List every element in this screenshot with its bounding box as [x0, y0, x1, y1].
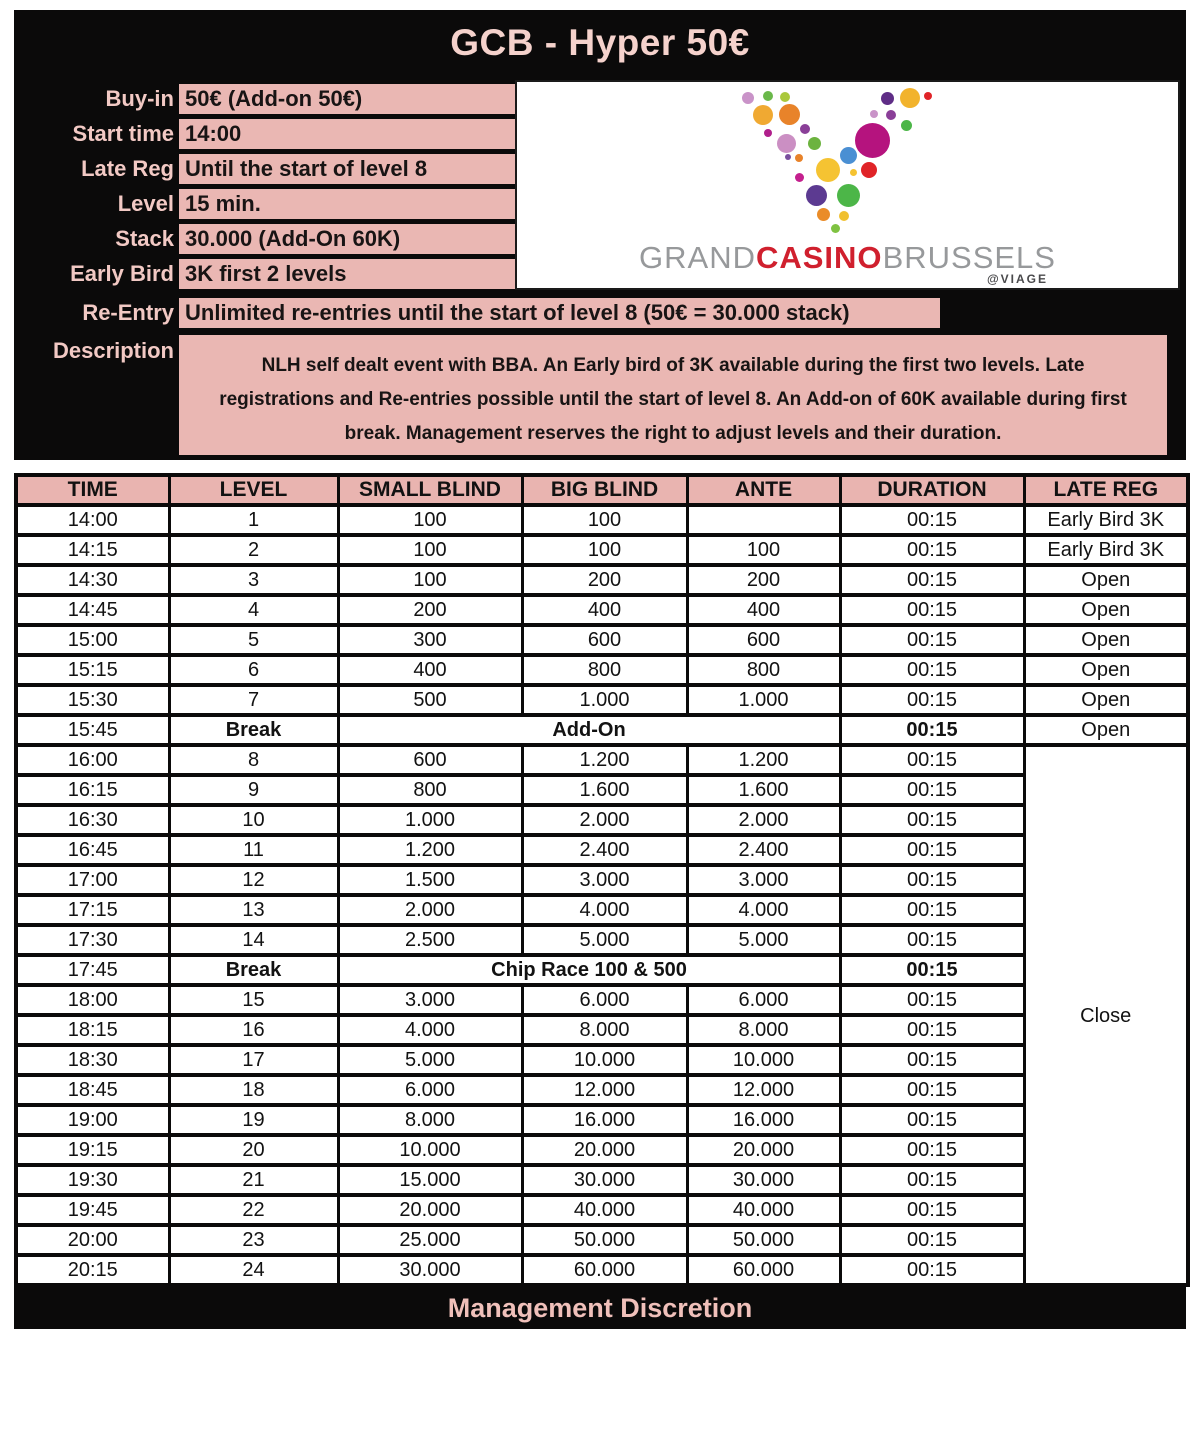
- level-value: 15 min.: [177, 187, 517, 221]
- logo-dot: [742, 92, 754, 104]
- level-row: [16, 1045, 1188, 1075]
- level-cell: 11: [169, 835, 338, 865]
- time-cell: 18:15: [16, 1015, 169, 1045]
- column-header-level: LEVEL: [169, 475, 338, 505]
- big-blind-cell: 100: [522, 505, 687, 535]
- big-blind-cell: 2.400: [522, 835, 687, 865]
- big-blind-cell: 600: [522, 625, 687, 655]
- latereg-value: Until the start of level 8: [177, 152, 517, 186]
- time-cell: 14:15: [16, 535, 169, 565]
- logo-dot: [886, 110, 896, 120]
- ante-cell: 8.000: [687, 1015, 840, 1045]
- level-row: [16, 1165, 1188, 1195]
- column-header-time: TIME: [16, 475, 169, 505]
- ante-cell: 30.000: [687, 1165, 840, 1195]
- page-title: GCB - Hyper 50€: [450, 22, 750, 63]
- time-cell: 18:30: [16, 1045, 169, 1075]
- level-row: [16, 1255, 1188, 1285]
- time-cell: 16:45: [16, 835, 169, 865]
- level-row: [16, 505, 1188, 535]
- level-row: [16, 1015, 1188, 1045]
- big-blind-cell: 1.200: [522, 745, 687, 775]
- level-cell: 12: [169, 865, 338, 895]
- time-cell: 19:45: [16, 1195, 169, 1225]
- level-cell: 2: [169, 535, 338, 565]
- level-cell: 17: [169, 1045, 338, 1075]
- buyin-value: 50€ (Add-on 50€): [177, 82, 517, 116]
- level-cell: 7: [169, 685, 338, 715]
- break-label-cell: Break: [169, 955, 338, 985]
- earlybird-label: Early Bird: [70, 261, 174, 286]
- small-blind-cell: 25.000: [338, 1225, 522, 1255]
- ante-cell: 12.000: [687, 1075, 840, 1105]
- level-row: [16, 1195, 1188, 1225]
- break-row: [16, 955, 1188, 985]
- logo-word-brussels: BRUSSELS: [882, 240, 1056, 275]
- time-cell: 15:30: [16, 685, 169, 715]
- ante-cell: 2.400: [687, 835, 840, 865]
- logo-dot: [839, 211, 849, 221]
- ante-cell: 400: [687, 595, 840, 625]
- level-cell: 10: [169, 805, 338, 835]
- duration-cell: 00:15: [840, 565, 1024, 595]
- small-blind-cell: 15.000: [338, 1165, 522, 1195]
- level-cell: 24: [169, 1255, 338, 1285]
- late-reg-cell: Open: [1024, 595, 1188, 625]
- logo-dot: [817, 208, 830, 221]
- ante-cell: 1.600: [687, 775, 840, 805]
- ante-cell: 4.000: [687, 895, 840, 925]
- logo-dot: [924, 92, 932, 100]
- late-reg-cell: Close: [1024, 745, 1188, 1285]
- duration-cell: 00:15: [840, 685, 1024, 715]
- starttime-value: 14:00: [177, 117, 517, 151]
- time-cell: 16:30: [16, 805, 169, 835]
- logo-word-casino: CASINO: [755, 240, 883, 275]
- time-cell: 15:45: [16, 715, 169, 745]
- logo-word-grand: GRAND: [639, 240, 756, 275]
- ante-cell: 5.000: [687, 925, 840, 955]
- small-blind-cell: 5.000: [338, 1045, 522, 1075]
- level-row: [16, 775, 1188, 805]
- time-cell: 15:15: [16, 655, 169, 685]
- logo-dot: [840, 147, 857, 164]
- logo-dot: [855, 123, 890, 158]
- small-blind-cell: 100: [338, 505, 522, 535]
- small-blind-cell: 8.000: [338, 1105, 522, 1135]
- column-header-small-blind: SMALL BLIND: [338, 475, 522, 505]
- logo-dot: [870, 110, 878, 118]
- ante-cell: 100: [687, 535, 840, 565]
- break-activity-cell: Chip Race 100 & 500: [338, 955, 840, 985]
- break-label-cell: Break: [169, 715, 338, 745]
- big-blind-cell: 100: [522, 535, 687, 565]
- ante-cell: 20.000: [687, 1135, 840, 1165]
- big-blind-cell: 400: [522, 595, 687, 625]
- big-blind-cell: 16.000: [522, 1105, 687, 1135]
- big-blind-cell: 30.000: [522, 1165, 687, 1195]
- time-cell: 17:45: [16, 955, 169, 985]
- starttime-label: Start time: [72, 121, 174, 146]
- big-blind-cell: 1.000: [522, 685, 687, 715]
- level-cell: 3: [169, 565, 338, 595]
- level-row: [16, 685, 1188, 715]
- level-cell: 9: [169, 775, 338, 805]
- column-header-ante: ANTE: [687, 475, 840, 505]
- logo-dot: [831, 224, 840, 233]
- duration-cell: 00:15: [840, 805, 1024, 835]
- small-blind-cell: 500: [338, 685, 522, 715]
- late-reg-cell: Open: [1024, 715, 1188, 745]
- logo-dot: [837, 184, 860, 207]
- big-blind-cell: 1.600: [522, 775, 687, 805]
- ante-cell: 200: [687, 565, 840, 595]
- big-blind-cell: 200: [522, 565, 687, 595]
- duration-cell: 00:15: [840, 715, 1024, 745]
- time-cell: 14:00: [16, 505, 169, 535]
- logo-dot: [795, 173, 804, 182]
- break-row: [16, 715, 1188, 745]
- earlybird-value: 3K first 2 levels: [177, 257, 517, 291]
- level-row: [16, 655, 1188, 685]
- logo-dot: [808, 137, 821, 150]
- ante-cell: [687, 505, 840, 535]
- time-cell: 18:00: [16, 985, 169, 1015]
- big-blind-cell: 3.000: [522, 865, 687, 895]
- time-cell: 19:00: [16, 1105, 169, 1135]
- big-blind-cell: 5.000: [522, 925, 687, 955]
- logo-dot: [901, 120, 912, 131]
- level-label: Level: [117, 191, 174, 216]
- buyin-label: Buy-in: [105, 86, 174, 111]
- big-blind-cell: 2.000: [522, 805, 687, 835]
- time-cell: 14:30: [16, 565, 169, 595]
- level-row: [16, 1105, 1188, 1135]
- level-cell: 6: [169, 655, 338, 685]
- small-blind-cell: 3.000: [338, 985, 522, 1015]
- logo-dot: [806, 185, 827, 206]
- column-header-duration: DURATION: [840, 475, 1024, 505]
- duration-cell: 00:15: [840, 1255, 1024, 1285]
- big-blind-cell: 12.000: [522, 1075, 687, 1105]
- duration-cell: 00:15: [840, 1135, 1024, 1165]
- time-cell: 18:45: [16, 1075, 169, 1105]
- duration-cell: 00:15: [840, 1015, 1024, 1045]
- time-cell: 19:15: [16, 1135, 169, 1165]
- ante-cell: 16.000: [687, 1105, 840, 1135]
- ante-cell: 10.000: [687, 1045, 840, 1075]
- level-cell: 4: [169, 595, 338, 625]
- big-blind-cell: 10.000: [522, 1045, 687, 1075]
- duration-cell: 00:15: [840, 535, 1024, 565]
- level-cell: 13: [169, 895, 338, 925]
- stack-value: 30.000 (Add-On 60K): [177, 222, 517, 256]
- big-blind-cell: 60.000: [522, 1255, 687, 1285]
- level-row: [16, 865, 1188, 895]
- small-blind-cell: 2.500: [338, 925, 522, 955]
- logo-dot: [780, 92, 790, 102]
- small-blind-cell: 20.000: [338, 1195, 522, 1225]
- casino-logo: [515, 80, 1180, 290]
- duration-cell: 00:15: [840, 505, 1024, 535]
- ante-cell: 50.000: [687, 1225, 840, 1255]
- small-blind-cell: 1.000: [338, 805, 522, 835]
- big-blind-cell: 20.000: [522, 1135, 687, 1165]
- blind-structure-table: [14, 473, 1190, 1287]
- level-row: [16, 565, 1188, 595]
- column-header-big-blind: BIG BLIND: [522, 475, 687, 505]
- logo-dot: [881, 92, 894, 105]
- big-blind-cell: 50.000: [522, 1225, 687, 1255]
- late-reg-cell: Open: [1024, 565, 1188, 595]
- level-cell: 18: [169, 1075, 338, 1105]
- description-text: NLH self dealt event with BBA. An Early bird of 3K available during the first two levels. Late registrations and Re-entries possible until the start of level 8. An Add-on of 60K available during first break. Management reserves the right to adjust levels and their duration.: [177, 333, 1169, 457]
- header-panel: [14, 10, 1186, 460]
- duration-cell: 00:15: [840, 1225, 1024, 1255]
- logo-dot: [816, 158, 840, 182]
- time-cell: 20:15: [16, 1255, 169, 1285]
- ante-cell: 6.000: [687, 985, 840, 1015]
- logo-brand-text: [517, 240, 1178, 276]
- duration-cell: 00:15: [840, 955, 1024, 985]
- duration-cell: 00:15: [840, 1045, 1024, 1075]
- duration-cell: 00:15: [840, 925, 1024, 955]
- level-cell: 20: [169, 1135, 338, 1165]
- level-row: [16, 745, 1188, 775]
- small-blind-cell: 400: [338, 655, 522, 685]
- ante-cell: 1.000: [687, 685, 840, 715]
- ante-cell: 1.200: [687, 745, 840, 775]
- big-blind-cell: 4.000: [522, 895, 687, 925]
- logo-dot: [800, 124, 810, 134]
- ante-cell: 600: [687, 625, 840, 655]
- big-blind-cell: 40.000: [522, 1195, 687, 1225]
- small-blind-cell: 2.000: [338, 895, 522, 925]
- ante-cell: 800: [687, 655, 840, 685]
- level-row: [16, 925, 1188, 955]
- schedule-area: [14, 473, 1186, 1329]
- reentry-value: Unlimited re-entries until the start of level 8 (50€ = 30.000 stack): [177, 296, 942, 330]
- logo-dot: [753, 105, 773, 125]
- level-row: [16, 1135, 1188, 1165]
- small-blind-cell: 30.000: [338, 1255, 522, 1285]
- ante-cell: 3.000: [687, 865, 840, 895]
- duration-cell: 00:15: [840, 865, 1024, 895]
- late-reg-cell: Early Bird 3K: [1024, 505, 1188, 535]
- ante-cell: 60.000: [687, 1255, 840, 1285]
- level-row: [16, 805, 1188, 835]
- duration-cell: 00:15: [840, 655, 1024, 685]
- level-cell: 5: [169, 625, 338, 655]
- column-header-late-reg: LATE REG: [1024, 475, 1188, 505]
- level-cell: 8: [169, 745, 338, 775]
- late-reg-cell: Early Bird 3K: [1024, 535, 1188, 565]
- break-activity-cell: Add-On: [338, 715, 840, 745]
- level-row: [16, 835, 1188, 865]
- ante-cell: 2.000: [687, 805, 840, 835]
- level-cell: 1: [169, 505, 338, 535]
- small-blind-cell: 4.000: [338, 1015, 522, 1045]
- level-cell: 16: [169, 1015, 338, 1045]
- duration-cell: 00:15: [840, 1165, 1024, 1195]
- level-row: [16, 625, 1188, 655]
- duration-cell: 00:15: [840, 835, 1024, 865]
- time-cell: 14:45: [16, 595, 169, 625]
- level-row: [16, 1075, 1188, 1105]
- small-blind-cell: 800: [338, 775, 522, 805]
- duration-cell: 00:15: [840, 745, 1024, 775]
- reentry-label: Re-Entry: [82, 300, 174, 325]
- time-cell: 16:00: [16, 745, 169, 775]
- big-blind-cell: 800: [522, 655, 687, 685]
- duration-cell: 00:15: [840, 775, 1024, 805]
- small-blind-cell: 300: [338, 625, 522, 655]
- small-blind-cell: 100: [338, 565, 522, 595]
- footer-bar: [14, 1287, 1186, 1329]
- small-blind-cell: 100: [338, 535, 522, 565]
- duration-cell: 00:15: [840, 1105, 1024, 1135]
- small-blind-cell: 200: [338, 595, 522, 625]
- level-row: [16, 895, 1188, 925]
- time-cell: 17:15: [16, 895, 169, 925]
- level-cell: 15: [169, 985, 338, 1015]
- level-row: [16, 985, 1188, 1015]
- time-cell: 17:30: [16, 925, 169, 955]
- level-row: [16, 1225, 1188, 1255]
- small-blind-cell: 600: [338, 745, 522, 775]
- logo-dot: [779, 104, 800, 125]
- small-blind-cell: 1.500: [338, 865, 522, 895]
- level-row: [16, 595, 1188, 625]
- logo-dot: [900, 88, 920, 108]
- time-cell: 17:00: [16, 865, 169, 895]
- late-reg-cell: Open: [1024, 655, 1188, 685]
- table-header-row: [16, 475, 1188, 505]
- level-cell: 22: [169, 1195, 338, 1225]
- logo-dot: [764, 129, 772, 137]
- logo-dot: [861, 162, 877, 178]
- duration-cell: 00:15: [840, 985, 1024, 1015]
- late-reg-cell: Open: [1024, 625, 1188, 655]
- ante-cell: 40.000: [687, 1195, 840, 1225]
- logo-dot: [850, 169, 857, 176]
- footer-text: Management Discretion: [447, 1292, 753, 1323]
- latereg-label: Late Reg: [81, 156, 174, 181]
- small-blind-cell: 6.000: [338, 1075, 522, 1105]
- small-blind-cell: 10.000: [338, 1135, 522, 1165]
- duration-cell: 00:15: [840, 1195, 1024, 1225]
- big-blind-cell: 6.000: [522, 985, 687, 1015]
- level-cell: 23: [169, 1225, 338, 1255]
- level-row: [16, 535, 1188, 565]
- duration-cell: 00:15: [840, 895, 1024, 925]
- logo-subtext-viage: @VIAGE: [986, 272, 1048, 286]
- duration-cell: 00:15: [840, 1075, 1024, 1105]
- logo-dot: [795, 154, 803, 162]
- logo-dot: [763, 91, 773, 101]
- duration-cell: 00:15: [840, 595, 1024, 625]
- logo-dot: [785, 154, 791, 160]
- time-cell: 15:00: [16, 625, 169, 655]
- time-cell: 16:15: [16, 775, 169, 805]
- small-blind-cell: 1.200: [338, 835, 522, 865]
- time-cell: 20:00: [16, 1225, 169, 1255]
- description-label: Description: [52, 338, 174, 363]
- late-reg-cell: Open: [1024, 685, 1188, 715]
- level-cell: 19: [169, 1105, 338, 1135]
- time-cell: 19:30: [16, 1165, 169, 1195]
- level-cell: 14: [169, 925, 338, 955]
- level-cell: 21: [169, 1165, 338, 1195]
- stack-label: Stack: [115, 226, 174, 251]
- logo-dot: [777, 134, 796, 153]
- duration-cell: 00:15: [840, 625, 1024, 655]
- big-blind-cell: 8.000: [522, 1015, 687, 1045]
